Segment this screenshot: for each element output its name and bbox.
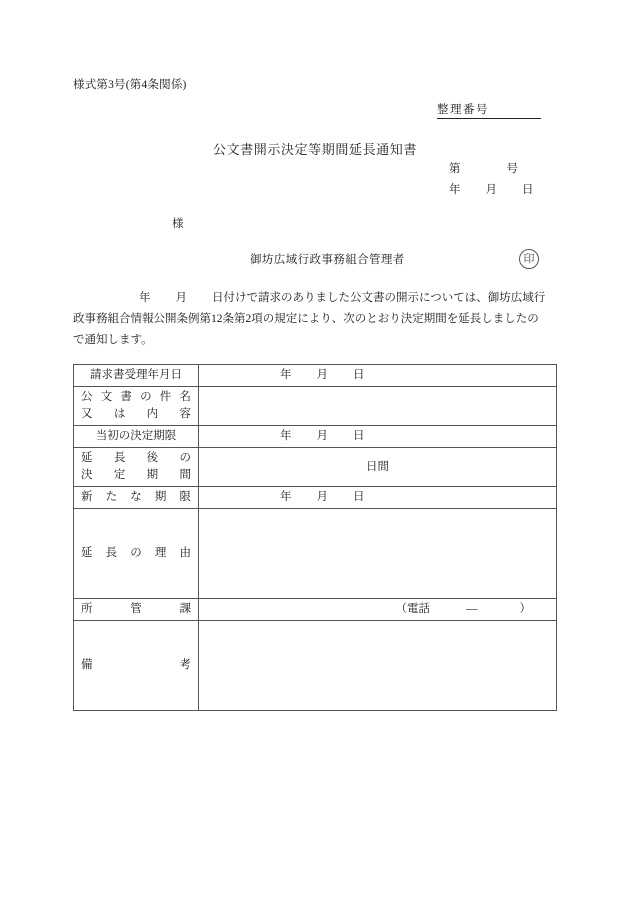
table-row [74, 621, 557, 711]
page-title: 公文書開示決定等期間延長通知書 [212, 142, 417, 157]
row-label-new-deadline: 新たな期限 [74, 487, 199, 509]
issue-number-prefix: 第 [449, 163, 461, 175]
notification-detail-table [73, 364, 557, 711]
row-label-original-deadline: 当初の決定期限 [74, 426, 199, 448]
issue-date-month: 月 [485, 184, 497, 196]
telephone-slot: （電話 ― ） [395, 603, 531, 615]
row-value-remarks[interactable] [199, 621, 557, 711]
form-code: 様式第3号(第4条関係) [73, 79, 187, 91]
issue-date-day: 日 [522, 184, 534, 196]
days-unit: 日間 [366, 460, 389, 473]
row-value-reason[interactable] [199, 509, 557, 599]
row-label-remarks: 備考 [74, 621, 199, 711]
table-row [74, 365, 557, 387]
body-line-3: で通知します。 [73, 334, 153, 346]
row-label-subject: 公文書の件名 又は内容 [74, 387, 199, 426]
date-slot: 年 月 日 [280, 430, 365, 442]
issue-date-year: 年 [449, 184, 461, 196]
row-label-department: 所管課 [74, 599, 199, 621]
body-line-1 [73, 288, 559, 309]
addressee-honorific: 様 [172, 218, 184, 230]
issue-number-line [449, 160, 518, 176]
table-row [74, 509, 557, 599]
row-value-extended-period[interactable] [199, 448, 557, 487]
table-row [74, 387, 557, 426]
table-row [74, 599, 557, 621]
issue-date-line [449, 181, 534, 197]
date-slot: 年 月 日 [280, 491, 365, 503]
reference-number-field [437, 101, 541, 119]
table-row [74, 487, 557, 509]
row-label-extended-period: 延長後の 決定期間 [74, 448, 199, 487]
issue-number-suffix: 号 [506, 163, 518, 175]
table-row [74, 448, 557, 487]
row-label-receipt-date: 請求書受理年月日 [74, 365, 199, 387]
row-value-receipt-date[interactable] [199, 365, 557, 387]
body-line-2: 政事務組合情報公開条例第12条第2項の規定により、次のとおり決定期間を延長しましたの [73, 313, 539, 325]
body-date-year: 年 [139, 292, 151, 304]
reference-number-label: 整理番号 [437, 101, 489, 119]
row-value-subject[interactable] [199, 387, 557, 426]
body-paragraph [73, 288, 559, 351]
table-row [74, 426, 557, 448]
row-value-new-deadline[interactable] [199, 487, 557, 509]
body-line-1-rest: 日付けで請求のありました公文書の開示については、御坊広域行 [212, 292, 546, 304]
row-value-department[interactable] [199, 599, 557, 621]
row-label-reason: 延長の理由 [74, 509, 199, 599]
reference-number-blank[interactable] [489, 117, 541, 119]
row-value-original-deadline[interactable] [199, 426, 557, 448]
body-date-month: 月 [175, 292, 187, 304]
issuer-name: 御坊広域行政事務組合管理者 [250, 254, 405, 266]
date-slot: 年 月 日 [280, 369, 365, 381]
seal-icon: 印 [519, 249, 539, 269]
